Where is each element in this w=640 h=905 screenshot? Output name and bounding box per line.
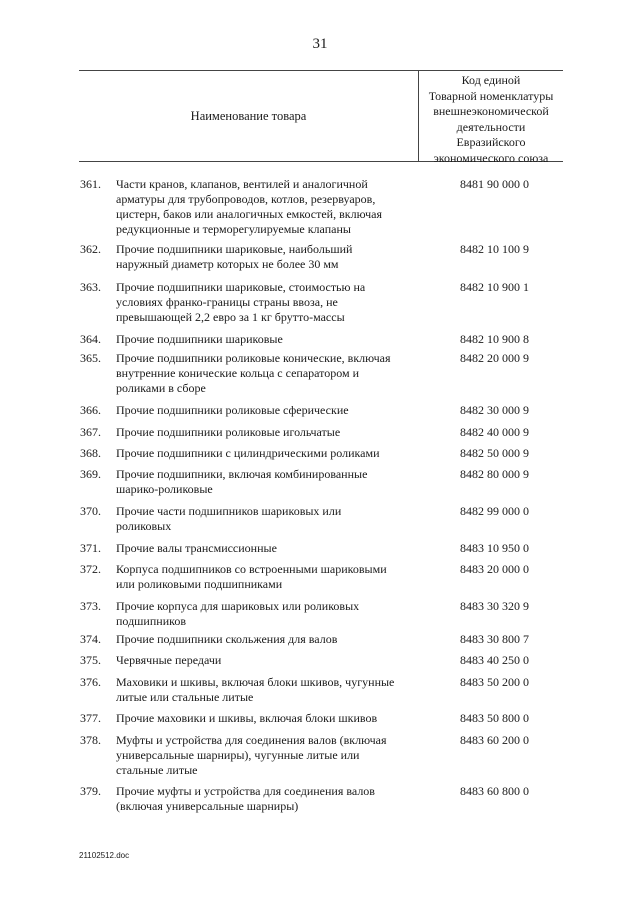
row-number: 367.	[80, 425, 101, 439]
product-name-line: наружный диаметр которых не более 30 мм	[116, 257, 339, 271]
product-name	[116, 425, 416, 440]
tn-ved-code: 8483 30 800 7	[460, 632, 529, 646]
tn-ved-code: 8482 80 000 9	[460, 467, 529, 481]
row-number: 377.	[80, 711, 101, 725]
tn-ved-code: 8483 50 800 0	[460, 711, 529, 725]
tn-ved-code: 8483 20 000 0	[460, 562, 529, 576]
product-name	[116, 177, 416, 237]
page-number: 31	[312, 36, 328, 52]
product-name-line: (включая универсальные шарниры)	[116, 799, 299, 813]
code-header-line: внешнеэкономической	[433, 104, 549, 118]
row-number: 361.	[80, 177, 101, 191]
file-name-footer: 21102512.doc	[79, 851, 130, 860]
row-number: 376.	[80, 675, 101, 689]
row-number: 368.	[80, 446, 101, 460]
product-name	[116, 675, 416, 705]
product-name	[116, 332, 416, 347]
product-name-line: превышающей 2,2 евро за 1 кг брутто-массы	[116, 310, 345, 324]
row-number: 371.	[80, 541, 101, 555]
product-name	[116, 653, 416, 668]
row-number: 363.	[80, 280, 101, 294]
table-header	[79, 70, 563, 165]
product-name-line: Муфты и устройства для соединения валов (включая	[116, 733, 387, 747]
product-name-line: Червячные передачи	[116, 653, 222, 667]
tn-ved-code: 8483 50 200 0	[460, 675, 529, 689]
product-name-line: Прочие подшипники с цилиндрическими роликами	[116, 446, 380, 460]
product-name	[116, 242, 416, 272]
product-name-line: роликовых	[116, 519, 172, 533]
product-name-line: условиях франко-границы страны ввоза, не	[116, 295, 338, 309]
row-number: 378.	[80, 733, 101, 747]
product-name	[116, 280, 416, 325]
product-name-line: Корпуса подшипников со встроенными шариковыми	[116, 562, 387, 576]
product-name	[116, 562, 416, 592]
tn-ved-code: 8482 30 000 9	[460, 403, 529, 417]
tn-ved-code: 8483 40 250 0	[460, 653, 529, 667]
row-number: 370.	[80, 504, 101, 518]
tn-ved-code: 8482 40 000 9	[460, 425, 529, 439]
tn-ved-code: 8482 50 000 9	[460, 446, 529, 460]
row-number: 375.	[80, 653, 101, 667]
row-number: 369.	[80, 467, 101, 481]
product-name	[116, 351, 416, 396]
product-name-line: литые или стальные литые	[116, 690, 254, 704]
row-number: 366.	[80, 403, 101, 417]
product-name-line: Прочие части подшипников шариковых или	[116, 504, 342, 518]
row-number: 362.	[80, 242, 101, 256]
column-header-name: Наименование товара	[190, 108, 307, 123]
tn-ved-code: 8482 20 000 9	[460, 351, 529, 365]
product-name	[116, 403, 416, 418]
row-number: 374.	[80, 632, 101, 646]
tn-ved-code: 8483 10 950 0	[460, 541, 529, 555]
product-name	[116, 467, 416, 497]
product-name-line: Прочие маховики и шкивы, включая блоки шкивов	[116, 711, 378, 725]
code-header-line: Товарной номенклатуры	[428, 88, 554, 103]
code-header-line: Код единой	[461, 73, 521, 87]
product-name-line: роликами в сборе	[116, 381, 206, 395]
product-name	[116, 504, 416, 534]
product-name	[116, 711, 416, 726]
product-name-line: Прочие подшипники роликовые конические, включая	[116, 351, 391, 365]
product-name-line: стальные литые	[116, 763, 198, 777]
tn-ved-code: 8483 60 200 0	[460, 733, 529, 747]
product-name-line: Прочие подшипники роликовые сферические	[116, 403, 349, 417]
product-name-line: Прочие подшипники роликовые игольчатые	[116, 425, 341, 439]
row-number: 365.	[80, 351, 101, 365]
product-name-line: Прочие подшипники, включая комбинированные	[116, 467, 368, 481]
tn-ved-code: 8483 30 320 9	[460, 599, 529, 613]
product-name-line: Прочие подшипники шариковые, стоимостью на	[116, 280, 366, 294]
product-name-line: Части кранов, клапанов, вентилей и аналогичной	[116, 177, 368, 191]
tn-ved-code: 8482 99 000 0	[460, 504, 529, 518]
product-name-line: Прочие корпуса для шариковых или роликовых	[116, 599, 360, 613]
product-name-line: Прочие подшипники шариковые	[116, 332, 283, 346]
product-name-line: подшипников	[116, 614, 186, 628]
column-header-code	[419, 73, 563, 166]
code-header-line: деятельности	[456, 119, 526, 134]
tn-ved-code: 8483 60 800 0	[460, 784, 529, 798]
product-name-line: Прочие муфты и устройства для соединения валов	[116, 784, 375, 798]
product-name-line: Маховики и шкивы, включая блоки шкивов, чугунные	[116, 675, 395, 689]
product-name-line: редукционные и терморегулируемые клапаны	[116, 222, 351, 236]
product-name-line: Прочие валы трансмиссионные	[116, 541, 277, 555]
tn-ved-code: 8481 90 000 0	[460, 177, 529, 191]
product-name	[116, 599, 416, 629]
product-name-line: арматуры для трубопроводов, котлов, резервуаров,	[116, 192, 376, 206]
row-number: 372.	[80, 562, 101, 576]
tn-ved-code: 8482 10 100 9	[460, 242, 529, 256]
product-name-line: или роликовыми подшипниками	[116, 577, 283, 591]
product-name	[116, 632, 416, 647]
product-name-line: шарико-роликовые	[116, 482, 213, 496]
product-name	[116, 446, 416, 461]
product-name	[116, 541, 416, 556]
tn-ved-code: 8482 10 900 1	[460, 280, 529, 294]
product-name	[116, 784, 416, 814]
product-name-line: Прочие подшипники скольжения для валов	[116, 632, 338, 646]
product-name-line: универсальные шарниры), чугунные литые или	[116, 748, 360, 762]
row-number: 379.	[80, 784, 101, 798]
product-name-line: цистерн, баков или аналогичных емкостей, включая	[116, 207, 382, 221]
product-name	[116, 733, 416, 778]
row-number: 364.	[80, 332, 101, 346]
product-name-line: внутренние конические кольца с сепаратором и	[116, 366, 360, 380]
tn-ved-code: 8482 10 900 8	[460, 332, 529, 346]
code-header-line: Евразийского	[456, 135, 526, 149]
product-name-line: Прочие подшипники шариковые, наибольший	[116, 242, 353, 256]
code-header-line: экономического союза	[433, 150, 549, 165]
row-number: 373.	[80, 599, 101, 613]
